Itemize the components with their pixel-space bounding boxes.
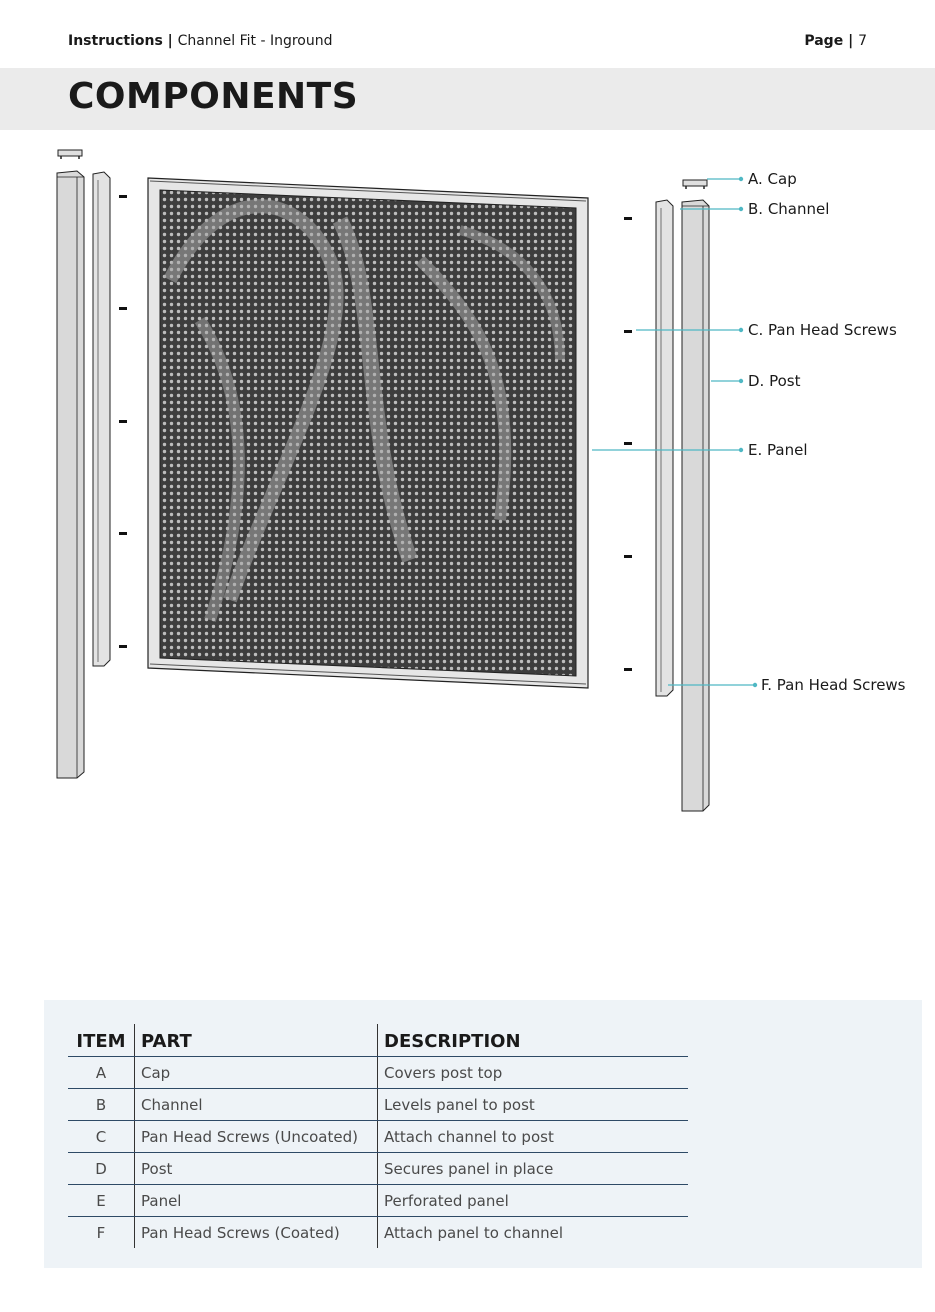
page-separator: | [843, 33, 859, 49]
callout-cap: A. Cap [748, 170, 797, 188]
row-description: Secures panel in place [378, 1153, 689, 1185]
right-post [682, 200, 709, 811]
callout-post: D. Post [748, 372, 801, 390]
row-description: Levels panel to post [378, 1089, 689, 1121]
left-screws [119, 195, 127, 648]
row-part: Post [135, 1153, 378, 1185]
row-part: Pan Head Screws (Coated) [135, 1217, 378, 1249]
doc-type: Instructions [68, 33, 163, 49]
header-item: ITEM [68, 1024, 135, 1057]
document-heading [68, 33, 332, 49]
row-part: Channel [135, 1089, 378, 1121]
row-item: D [68, 1153, 135, 1185]
table-row [68, 1217, 688, 1249]
title-band [0, 68, 935, 130]
left-channel [93, 172, 110, 666]
table-row [68, 1121, 688, 1153]
row-description: Perforated panel [378, 1185, 689, 1217]
panel [148, 178, 588, 688]
left-post [57, 171, 84, 778]
row-item: C [68, 1121, 135, 1153]
right-screws [624, 217, 632, 671]
callout-panel: E. Panel [748, 441, 808, 459]
header-part: PART [135, 1024, 378, 1057]
callout-channel: B. Channel [748, 200, 830, 218]
page-number: 7 [858, 33, 867, 49]
row-description: Attach channel to post [378, 1121, 689, 1153]
row-item: F [68, 1217, 135, 1249]
row-description: Attach panel to channel [384, 1223, 564, 1242]
table-row [68, 1153, 688, 1185]
table-header-row [68, 1024, 688, 1057]
callout-pan-head-screws-c: C. Pan Head Screws [748, 321, 897, 339]
doc-subtitle: Channel Fit - Inground [177, 33, 333, 49]
table-row [68, 1057, 688, 1089]
row-item: E [68, 1185, 135, 1217]
page-title: COMPONENTS [68, 76, 359, 117]
components-diagram [0, 140, 935, 830]
table-row [68, 1089, 688, 1121]
header-separator: | [162, 33, 178, 49]
header-description: DESCRIPTION [378, 1024, 689, 1057]
row-part: Panel [135, 1185, 378, 1217]
callouts [592, 177, 757, 687]
row-description: Covers post top [378, 1057, 689, 1089]
row-part: Pan Head Screws (Uncoated) [135, 1121, 378, 1153]
page-indicator [804, 33, 867, 49]
parts-table-panel [44, 1000, 922, 1268]
page-label: Page [804, 33, 844, 49]
parts-table [68, 1024, 688, 1248]
row-part: Cap [135, 1057, 378, 1089]
left-cap [58, 150, 82, 159]
right-cap [683, 180, 707, 189]
right-channel [656, 200, 673, 696]
row-item: B [68, 1089, 135, 1121]
row-item: A [68, 1057, 135, 1089]
table-row [68, 1185, 688, 1217]
page-header [68, 33, 867, 53]
callout-pan-head-screws-f: F. Pan Head Screws [761, 676, 906, 694]
